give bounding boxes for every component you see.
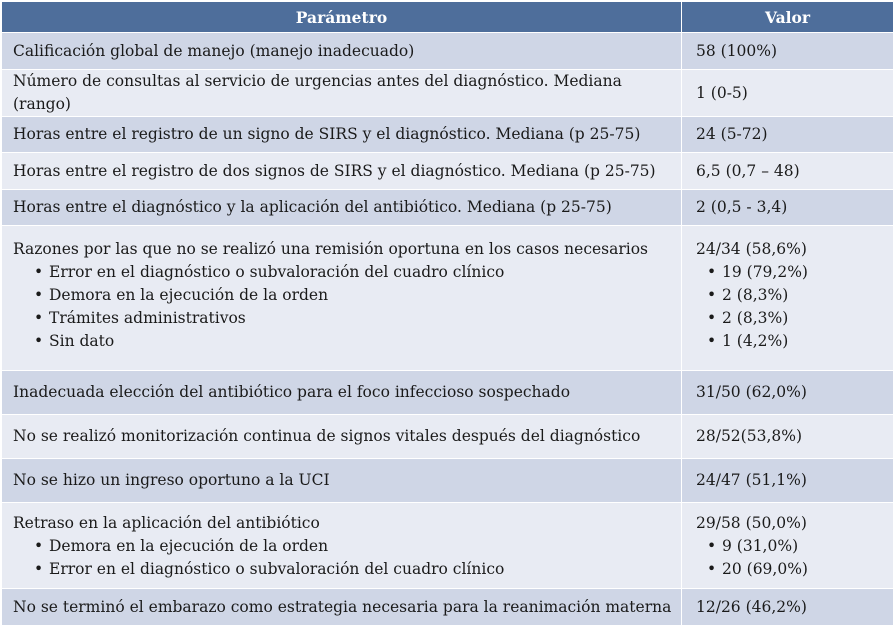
table-row: [2, 415, 894, 459]
column-header-value: Valor: [682, 2, 894, 33]
list-item: • Trámites administrativos: [13, 307, 681, 330]
table-row: [2, 70, 894, 117]
param-cell: Horas entre el registro de dos signos de SIRS y el diagnóstico. Mediana (p 25-75): [2, 153, 682, 190]
value-text: 24/34 (58,6%): [696, 240, 807, 258]
value-text: 29/58 (50,0%): [696, 514, 807, 532]
value-cell: 6,5 (0,7 – 48): [682, 153, 894, 190]
value-cell: 58 (100%): [682, 33, 894, 70]
param-cell: [2, 226, 682, 371]
table-row: [2, 459, 894, 503]
results-table: [1, 1, 894, 626]
table-row: [2, 117, 894, 153]
table-row: [2, 226, 894, 371]
list-item: • Demora en la ejecución de la orden: [13, 284, 681, 307]
table-row: [2, 589, 894, 626]
value-cell: [682, 503, 894, 589]
table-row: [2, 371, 894, 415]
param-cell: Horas entre el registro de un signo de SIRS y el diagnóstico. Mediana (p 25-75): [2, 117, 682, 153]
param-cell: No se realizó monitorización continua de signos vitales después del diagnóstico: [2, 415, 682, 459]
param-text: Razones por las que no se realizó una remisión oportuna en los casos necesarios: [13, 240, 649, 258]
sub-list: [13, 261, 681, 353]
value-cell: 12/26 (46,2%): [682, 589, 894, 626]
table-row: [2, 503, 894, 589]
list-item: • 19 (79,2%): [696, 261, 893, 284]
list-item: • 20 (69,0%): [696, 558, 893, 581]
value-cell: 1 (0-5): [682, 70, 894, 117]
value-cell: 2 (0,5 - 3,4): [682, 190, 894, 226]
value-cell: 28/52(53,8%): [682, 415, 894, 459]
param-cell: No se terminó el embarazo como estrategia necesaria para la reanimación materna: [2, 589, 682, 626]
table-row: [2, 33, 894, 70]
table-header-row: [2, 2, 894, 33]
table-row: [2, 190, 894, 226]
param-cell: No se hizo un ingreso oportuno a la UCI: [2, 459, 682, 503]
list-item: • 2 (8,3%): [696, 307, 893, 330]
sub-value-list: [696, 261, 893, 353]
value-cell: 24 (5-72): [682, 117, 894, 153]
table-row: [2, 153, 894, 190]
sub-list: [13, 535, 681, 581]
list-item: • Error en el diagnóstico o subvaloración del cuadro clínico: [13, 558, 681, 581]
value-cell: 24/47 (51,1%): [682, 459, 894, 503]
list-item: • 9 (31,0%): [696, 535, 893, 558]
sub-value-list: [696, 535, 893, 581]
param-text: Retraso en la aplicación del antibiótico: [13, 514, 320, 532]
list-item: • 2 (8,3%): [696, 284, 893, 307]
param-cell: Número de consultas al servicio de urgencias antes del diagnóstico. Mediana (rango): [2, 70, 682, 117]
param-cell: [2, 503, 682, 589]
param-cell: Calificación global de manejo (manejo inadecuado): [2, 33, 682, 70]
column-header-param: Parámetro: [2, 2, 682, 33]
value-cell: [682, 226, 894, 371]
value-cell: 31/50 (62,0%): [682, 371, 894, 415]
list-item: • Error en el diagnóstico o subvaloración del cuadro clínico: [13, 261, 681, 284]
param-cell: Inadecuada elección del antibiótico para el foco infeccioso sospechado: [2, 371, 682, 415]
list-item: • 1 (4,2%): [696, 330, 893, 353]
list-item: • Demora en la ejecución de la orden: [13, 535, 681, 558]
list-item: • Sin dato: [13, 330, 681, 353]
param-cell: Horas entre el diagnóstico y la aplicación del antibiótico. Mediana (p 25-75): [2, 190, 682, 226]
